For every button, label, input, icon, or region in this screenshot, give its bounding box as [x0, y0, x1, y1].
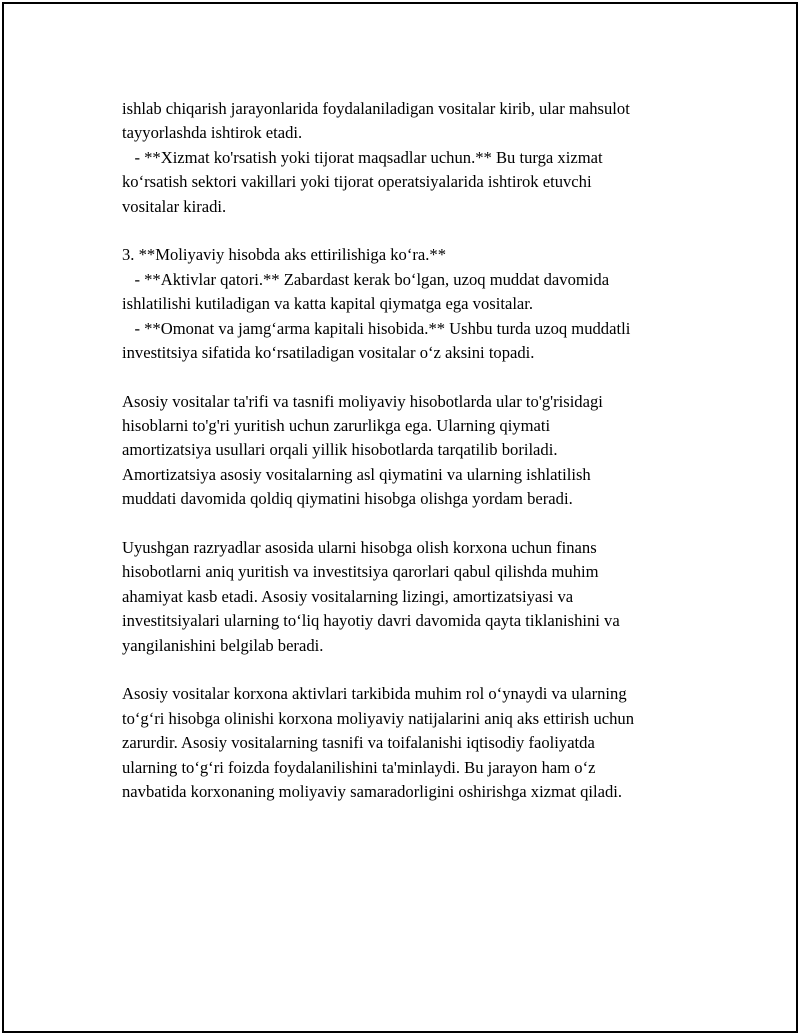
text-line: hisobotlarni aniq yuritish va investitsiya qarorlari qabul qilishda muhim: [122, 562, 599, 582]
paragraph-gap: [122, 365, 712, 389]
text-line: ishlatilishi kutiladigan va katta kapital qiymatga ega vositalar.: [122, 294, 534, 314]
text-line: muddati davomida qoldiq qiymatini hisobga olishga yordam beradi.: [122, 489, 573, 509]
text-line: to‘g‘ri hisobga olinishi korxona moliyaviy natijalarini aniq aks ettirish uchun: [122, 708, 635, 728]
paragraph-gap: [122, 512, 712, 536]
paragraph-1: [122, 97, 712, 219]
text-line: vositalar kiradi.: [122, 196, 227, 216]
text-line: - **Omonat va jamg‘arma kapitali hisobida.** Ushbu turda uzoq muddatli: [122, 318, 631, 338]
text-line: zarurdir. Asosiy vositalarning tasnifi va toifalanishi iqtisodiy faoliyatda: [122, 733, 595, 753]
text-line: 3. **Moliyaviy hisobda aks ettirilishiga ko‘ra.**: [122, 245, 446, 265]
text-line: Asosiy vositalar ta'rifi va tasnifi moliyaviy hisobotlarda ular to'g'risidagi: [122, 391, 603, 411]
text-line: Amortizatsiya asosiy vositalarning asl qiymatini va ularning ishlatilish: [122, 464, 591, 484]
paragraph-2: [122, 243, 712, 365]
page-frame: [2, 2, 798, 1033]
text-line: ahamiyat kasb etadi. Asosiy vositalarning lizingi, amortizatsiyasi va: [122, 586, 574, 606]
text-line: Asosiy vositalar korxona aktivlari tarkibida muhim rol o‘ynaydi va ularning: [122, 684, 627, 704]
text-line: navbatida korxonaning moliyaviy samaradorligini oshirishga xizmat qiladi.: [122, 781, 623, 801]
paragraph-4: [122, 536, 712, 658]
text-line: yangilanishini belgilab beradi.: [122, 635, 324, 655]
paragraph-gap: [122, 658, 712, 682]
text-line: Uyushgan razryadlar asosida ularni hisobga olish korxona uchun finans: [122, 538, 597, 558]
text-line: - **Aktivlar qatori.** Zabardast kerak bo‘lgan, uzoq muddat davomida: [122, 269, 610, 289]
text-line: ishlab chiqarish jarayonlarida foydalaniladigan vositalar kirib, ular mahsulot: [122, 99, 630, 118]
text-line: ko‘rsatish sektori vakillari yoki tijorat operatsiyalarida ishtirok etuvchi: [122, 172, 592, 192]
text-line: investitsiya sifatida ko‘rsatiladigan vositalar o‘z aksini topadi.: [122, 342, 535, 362]
paragraph-gap: [122, 219, 712, 243]
paragraph-5: [122, 682, 712, 804]
text-line: hisoblarni to'g'ri yuritish uchun zarurlikga ega. Ularning qiymati: [122, 416, 551, 436]
document-body: [122, 97, 712, 804]
text-line: amortizatsiya usullari orqali yillik hisobotlarda tarqatilib boriladi.: [122, 440, 558, 460]
text-line: ularning to‘g‘ri foizda foydalanilishini ta'minlaydi. Bu jarayon ham o‘z: [122, 757, 596, 777]
text-line: tayyorlashda ishtirok etadi.: [122, 123, 303, 143]
paragraph-3: [122, 390, 712, 512]
text-line: investitsiyalari ularning to‘liq hayotiy davri davomida qayta tiklanishini va: [122, 611, 620, 631]
text-line: - **Xizmat ko'rsatish yoki tijorat maqsadlar uchun.** Bu turga xizmat: [122, 147, 603, 167]
